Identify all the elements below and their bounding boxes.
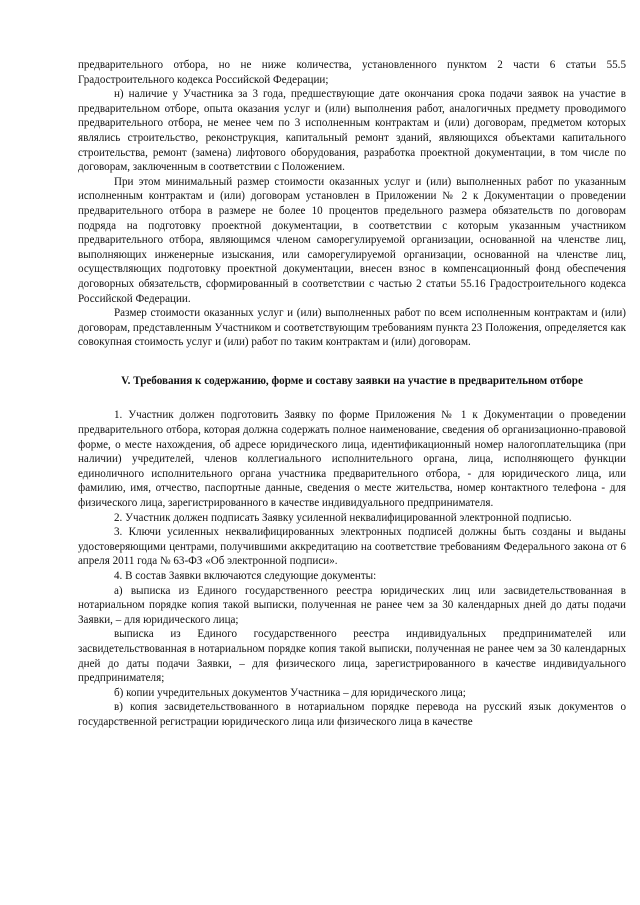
paragraph-min-cost: При этом минимальный размер стоимости оказанных услуг и (или) выполненных работ по указанным исполненным контрактам и (или) договорам установлен в Приложении № 2 к Документации о проведении предварительного отбора в размере не более 10 процентов предельного размера обязательств по договорам подряда на подготовку проектной документации, в соответствии с которым указанным участником предварительного отбора, являющимся членом саморегулируемой организации, основанной на членстве лиц, выполняющих инженерные изыскания, или саморегулируемой организации, основанной на членстве лиц, осуществляющих подготовку проектной документации, внесен взнос в компенсационный фонд обеспечения договорных обязательств, сформированный в соответствии с частью 2 статьи 55.16 Градостроительного кодекса Российской Федерации. bbox=[78, 175, 626, 305]
paragraph-point-1: 1. Участник должен подготовить Заявку по форме Приложения № 1 к Документации о проведении предварительного отбора, которая должна содержать полное наименование, сведения об организационно-правовой форме, о месте нахождения, об адресе юридического лица, идентификационный номер налогоплательщика (при наличии) учредителей, членов коллегиального исполнительного органа, лица, исполняющего функции единоличного исполнительного органа участника предварительного отбора, - для юридического лица, или фамилию, имя, отчество, паспортные данные, сведения о месте жительства, номер контактного телефона - для физического лица, зарегистрированного в качестве индивидуального предпринимателя. bbox=[78, 409, 626, 510]
paragraph-point-2: 2. Участник должен подписать Заявку усиленной неквалифицированной электронной подписью. bbox=[114, 511, 572, 524]
paragraph-item-a: а) выписка из Единого государственного реестра юридических лиц или засвидетельствованная в нотариальном порядке копия такой выписки, полученная не ранее чем за 30 календарных дней до даты подачи Заявки, – для юридического лица; bbox=[78, 584, 626, 626]
section-heading: V. Требования к содержанию, форме и составу заявки на участие в предварительном отборе bbox=[121, 374, 583, 387]
paragraph-item-b: б) копии учредительных документов Участника – для юридического лица; bbox=[114, 686, 466, 699]
paragraph-item-n: н) наличие у Участника за 3 года, предшествующие дате окончания срока подачи заявок на участие в предварительном отборе, опыта оказания услуг и (или) выполнения работ, аналогичных предмету проводимого предварительного отбора, не менее чем по 3 исполненным контрактам и (или) договорам, предметом которых являлись строительство, реконструкция, капитальный ремонт зданий, являющихся объектами капитального строительства, ремонт (замена) лифтового оборудования, разработка проектной документации, в том числе по договорам, заключенным в соответствии с Положением. bbox=[78, 88, 626, 174]
paragraph-item-v: в) копия засвидетельствованного в нотариальном порядке перевода на русский язык документов о государственной регистрации юридического лица или физического лица в качестве bbox=[78, 701, 626, 728]
paragraph-point-3: 3. Ключи усиленных неквалифицированных электронных подписей должны быть созданы и выданы удостоверяющими центрами, получившими аккредитацию на соответствие требованиям Федерального закона от 6 апреля 2011 года № 63-ФЗ «Об электронной подписи». bbox=[78, 526, 626, 568]
paragraph-cost-size: Размер стоимости оказанных услуг и (или) выполненных работ по всем исполненным контрактам и (или) договорам, представленным Участником и соответствующим требованиям пункта 23 Положения, определяется как совокупная стоимость услуг и (или) работ по таким контрактам и (или) договорам. bbox=[78, 307, 626, 349]
paragraph-item-a-ip: выписка из Единого государственного реестра индивидуальных предпринимателей или засвидетельствованная в нотариальном порядке копия такой выписки, полученная не ранее чем за 30 календарных дней до даты подачи Заявки, – для физического лица, зарегистрированного в качестве индивидуального предпринимателя; bbox=[78, 628, 626, 685]
paragraph-point-4: 4. В состав Заявки включаются следующие документы: bbox=[114, 570, 377, 582]
paragraph-continuation: предварительного отбора, но не ниже количества, установленного пунктом 2 части 6 статьи 55.5 Градостроительного кодекса Российской Федерации; bbox=[78, 59, 626, 86]
